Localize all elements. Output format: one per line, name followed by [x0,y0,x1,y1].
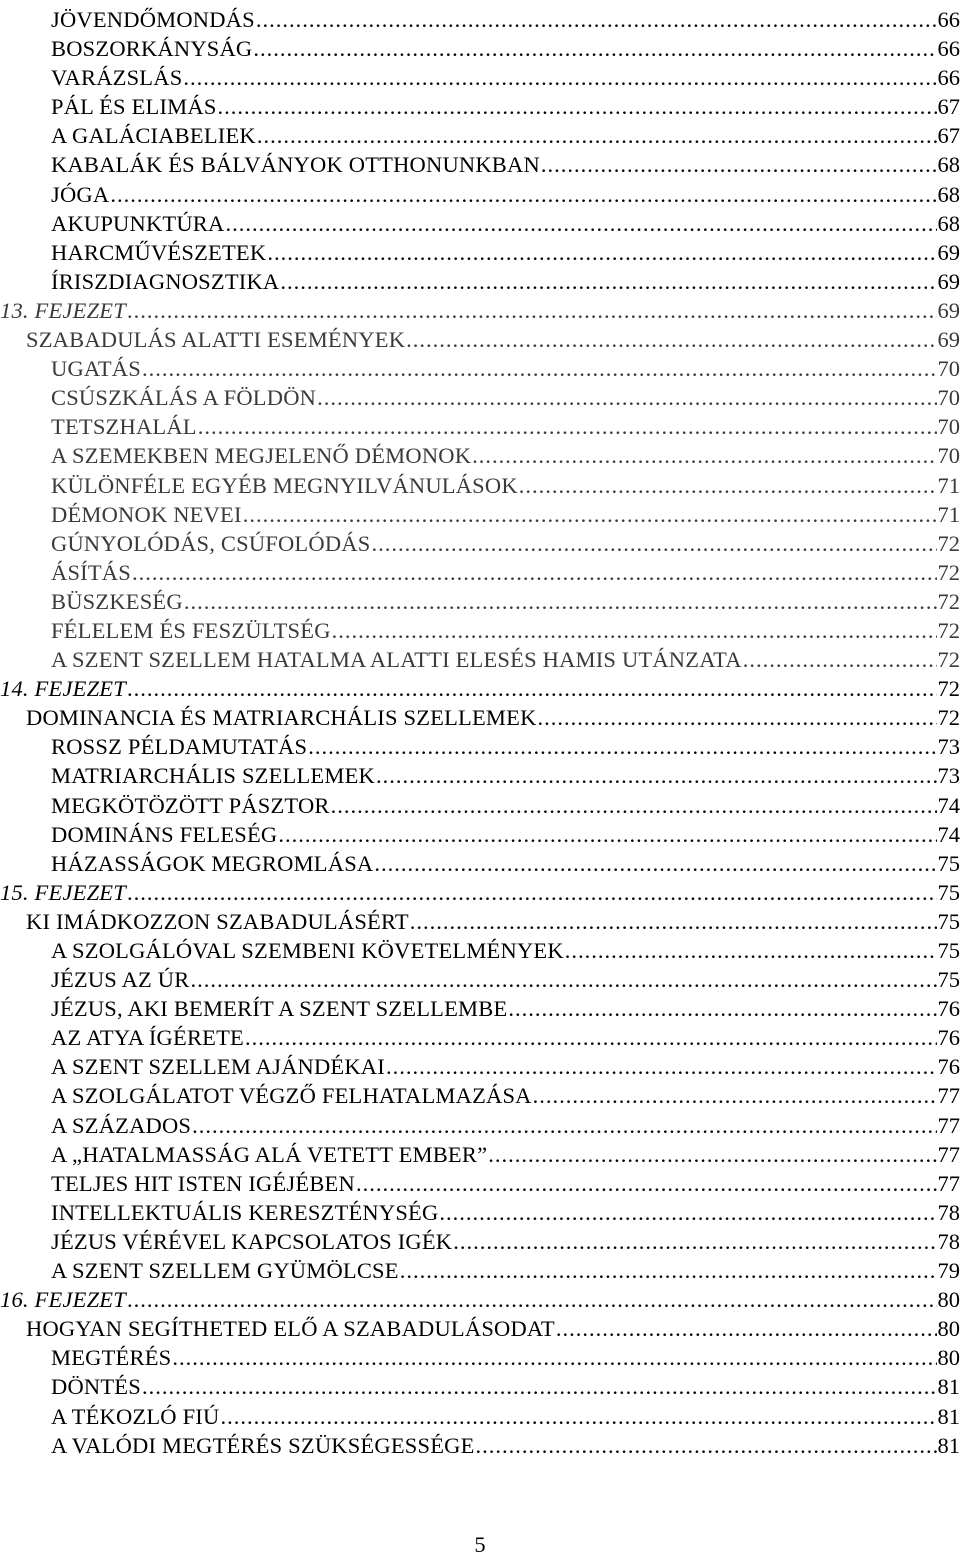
toc-entry[interactable] [0,616,960,645]
toc-entry[interactable] [0,1343,960,1372]
dot-leader [743,645,937,674]
toc-entry-title: HARCMŰVÉSZETEK [51,239,267,265]
toc-entry-title: DÉMONOK NEVEI [51,501,242,527]
toc-entry-page: 68 [937,181,960,207]
toc-entry[interactable] [0,1314,960,1343]
dot-leader [172,1343,936,1372]
dot-leader [267,238,936,267]
dot-leader [132,558,937,587]
toc-entry-page: 75 [937,908,960,934]
toc-entry-title: BÜSZKESÉG [51,588,183,614]
dot-leader [278,820,936,849]
toc-entry[interactable] [0,354,960,383]
toc-entry-page: 73 [937,734,960,760]
toc-entry[interactable] [0,383,960,412]
toc-entry-page: 66 [937,7,960,32]
toc-entry[interactable] [0,238,960,267]
toc-entry[interactable] [0,558,960,587]
dot-leader [519,471,937,500]
toc-entry[interactable] [0,1372,960,1401]
dot-leader [190,965,936,994]
toc-entry-page: 80 [937,1345,960,1371]
toc-entry-title: ÁSÍTÁS [51,559,131,585]
toc-entry-page: 78 [937,1228,960,1254]
dot-leader [127,674,937,703]
dot-leader [331,791,937,820]
dot-leader [184,587,937,616]
toc-entry-title: A SZENT SZELLEM AJÁNDÉKAI [51,1054,385,1080]
dot-leader [110,180,936,209]
dot-leader [356,1169,937,1198]
dot-leader [127,1285,937,1314]
dot-leader [472,441,936,470]
dot-leader [406,325,936,354]
toc-chapter-entry[interactable] [0,296,960,325]
dot-leader [245,1023,937,1052]
toc-entry-page: 80 [937,1316,960,1342]
toc-entry-title: VARÁZSLÁS [51,65,183,91]
toc-entry-title: HOGYAN SEGÍTHETED ELŐ A SZABADULÁSODAT [26,1316,555,1342]
toc-entry-title: UGATÁS [51,356,141,382]
toc-entry-page: 72 [937,588,960,614]
toc-entry-title: BOSZORKÁNYSÁG [51,36,253,62]
toc-entry-page: 69 [937,327,960,353]
toc-entry-page: 71 [937,501,960,527]
dot-leader [183,63,936,92]
toc-entry-page: 70 [937,414,960,440]
toc-entry-page: 75 [937,967,960,993]
toc-entry-page: 81 [937,1374,960,1400]
toc-entry-title: TELJES HIT ISTEN IGÉJÉBEN [51,1170,355,1196]
toc-entry-title: A SZOLGÁLÓVAL SZEMBENI KÖVETELMÉNYEK [51,938,564,963]
toc-entry-page: 77 [937,1083,960,1109]
toc-entry[interactable] [0,1256,960,1285]
toc-entry-title: A TÉKOZLÓ FIÚ [51,1403,220,1429]
toc-entry-page: 68 [937,210,960,236]
toc-entry[interactable] [0,180,960,209]
dot-leader [317,383,936,412]
toc-entry[interactable] [0,965,960,994]
dot-leader [308,732,936,761]
dot-leader [332,616,937,645]
toc-entry-title: JÖVENDŐMONDÁS [51,7,255,32]
toc-entry-page: 76 [937,1025,960,1051]
toc-entry-title: PÁL ÉS ELIMÁS [51,94,217,120]
toc-entry[interactable] [0,5,960,34]
page-number: 5 [474,1532,486,1557]
toc-entry-page: 73 [937,763,960,789]
toc-entry-page: 75 [937,879,960,905]
toc-entry-page: 67 [937,94,960,120]
dot-leader [256,5,937,34]
toc-entry-title: SZABADULÁS ALATTI ESEMÉNYEK [26,327,406,353]
dot-leader [439,1198,936,1227]
dot-leader [453,1227,936,1256]
toc-entry[interactable] [0,150,960,179]
dot-leader [541,150,937,179]
dot-leader [225,209,936,238]
toc-entry-title: MEGTÉRÉS [51,1345,172,1371]
toc-entry-title: ROSSZ PÉLDAMUTATÁS [51,734,308,760]
toc-entry[interactable] [0,529,960,558]
dot-leader [508,994,936,1023]
dot-leader [198,412,937,441]
toc-entry[interactable] [0,1402,960,1431]
toc-entry[interactable] [0,1227,960,1256]
toc-entry-page: 70 [937,443,960,469]
toc-entry-title: 16. FEJEZET [0,1287,126,1313]
toc-entry-page: 76 [937,996,960,1022]
dot-leader [257,121,937,150]
dot-leader [533,1081,937,1110]
toc-entry-page: 74 [937,821,960,847]
dot-leader [127,296,937,325]
dot-leader [253,34,936,63]
toc-entry[interactable] [0,471,960,500]
toc-entry-title: JÉZUS VÉRÉVEL KAPCSOLATOS IGÉK [51,1228,453,1254]
toc-entry-title: 15. FEJEZET [0,879,126,905]
toc-entry-page: 69 [937,268,960,294]
toc-entry-page: 69 [937,239,960,265]
toc-entry-title: KABALÁK ÉS BÁLVÁNYOK OTTHONUNKBAN [51,152,540,178]
toc-chapter-entry[interactable] [0,674,960,703]
toc-entry-page: 71 [937,472,960,498]
toc-entry-title: AZ ATYA ÍGÉRETE [51,1025,244,1051]
toc-entry[interactable] [0,1111,960,1140]
toc-entry-page: 74 [937,792,960,818]
toc-entry[interactable] [0,849,960,878]
dot-leader [386,1052,937,1081]
toc-entry-page: 72 [937,705,960,731]
dot-leader [488,1140,936,1169]
toc-entry-title: A SZENT SZELLEM GYÜMÖLCSE [51,1258,399,1284]
toc-entry[interactable] [0,412,960,441]
toc-entry-page: 80 [937,1287,960,1313]
table-of-contents [0,5,960,1471]
toc-entry[interactable] [0,587,960,616]
dot-leader [556,1314,937,1343]
dot-leader [218,92,937,121]
toc-entry[interactable] [0,791,960,820]
toc-entry-page: 77 [937,1141,960,1167]
toc-entry-title: ÍRISZDIAGNOSZTIKA [51,268,280,294]
toc-entry[interactable] [0,732,960,761]
dot-leader [192,1111,936,1140]
toc-entry[interactable] [0,703,960,732]
toc-entry-title: AKUPUNKTÚRA [51,210,225,236]
toc-entry-title: 13. FEJEZET [0,297,126,323]
dot-leader [538,703,937,732]
toc-entry-title: A SZÁZADOS [51,1112,192,1138]
toc-entry[interactable] [0,121,960,150]
dot-leader [142,1372,937,1401]
toc-entry[interactable] [0,1140,960,1169]
toc-entry-page: 76 [937,1054,960,1080]
toc-entry-title: 14. FEJEZET [0,676,126,702]
toc-entry-page: 75 [937,850,960,876]
toc-entry-title: A VALÓDI MEGTÉRÉS SZÜKSÉGESSÉGE [51,1432,475,1458]
dot-leader [127,878,937,907]
dot-leader [376,761,937,790]
toc-entry-page: 81 [937,1403,960,1429]
dot-leader [142,354,937,383]
toc-entry-page: 72 [937,530,960,556]
toc-chapter-entry[interactable] [0,878,960,907]
toc-entry-page: 81 [937,1432,960,1458]
dot-leader [371,529,936,558]
toc-entry-title: CSÚSZKÁLÁS A FÖLDÖN [51,385,317,411]
toc-entry[interactable] [0,325,960,354]
toc-entry-page: 72 [937,676,960,702]
toc-entry[interactable] [0,267,960,296]
toc-entry[interactable] [0,92,960,121]
dot-leader [565,936,937,965]
toc-entry-title: JÓGA [51,181,110,207]
toc-entry-page: 70 [937,356,960,382]
toc-entry-page: 70 [937,385,960,411]
toc-entry[interactable] [0,34,960,63]
toc-entry-title: A GALÁCIABELIEK [51,123,256,149]
toc-entry[interactable] [0,936,960,965]
toc-entry-page: 75 [937,938,960,963]
toc-entry-page: 66 [937,36,960,62]
toc-entry[interactable] [0,500,960,529]
toc-entry-page: 68 [937,152,960,178]
toc-entry-page: 72 [937,617,960,643]
toc-entry-page: 72 [937,647,960,673]
toc-entry-title: KÜLÖNFÉLE EGYÉB MEGNYILVÁNULÁSOK [51,472,518,498]
toc-entry-title: JÉZUS AZ ÚR [51,967,190,993]
toc-entry-title: DÖNTÉS [51,1374,141,1400]
toc-entry-title: A SZEMEKBEN MEGJELENŐ DÉMONOK [51,443,472,469]
toc-entry-title: JÉZUS, AKI BEMERÍT A SZENT SZELLEMBE [51,996,508,1022]
toc-entry-page: 77 [937,1170,960,1196]
toc-entry-title: MEGKÖTÖZÖTT PÁSZTOR [51,792,330,818]
toc-entry-title: MATRIARCHÁLIS SZELLEMEK [51,763,375,789]
toc-entry[interactable] [0,994,960,1023]
toc-chapter-entry[interactable] [0,1285,960,1314]
toc-entry[interactable] [0,907,960,936]
toc-entry-title: HÁZASSÁGOK MEGROMLÁSA [51,850,374,876]
toc-entry[interactable] [0,63,960,92]
toc-entry[interactable] [0,820,960,849]
dot-leader [374,849,936,878]
toc-entry-title: DOMINANCIA ÉS MATRIARCHÁLIS SZELLEMEK [26,705,537,731]
dot-leader [280,267,936,296]
toc-entry[interactable] [0,1431,960,1460]
toc-entry[interactable] [0,761,960,790]
toc-entry[interactable] [0,1169,960,1198]
toc-entry-title: A SZOLGÁLATOT VÉGZŐ FELHATALMAZÁSA [51,1083,532,1109]
dot-leader [243,500,937,529]
toc-entry[interactable] [0,441,960,470]
toc-entry-page: 79 [937,1258,960,1284]
toc-entry-page: 67 [937,123,960,149]
toc-entry[interactable] [0,1198,960,1227]
dot-leader [400,1256,937,1285]
toc-entry-title: A SZENT SZELLEM HATALMA ALATTI ELESÉS HAMIS UTÁNZATA [51,647,742,673]
toc-entry-page: 69 [937,297,960,323]
toc-entry-page: 72 [937,559,960,585]
toc-entry[interactable] [0,1052,960,1081]
dot-leader [476,1431,937,1460]
toc-entry-title: GÚNYOLÓDÁS, CSÚFOLÓDÁS [51,530,371,556]
toc-entry-title: INTELLEKTUÁLIS KERESZTÉNYSÉG [51,1199,439,1225]
dot-leader [220,1402,936,1431]
toc-entry[interactable] [0,645,960,674]
toc-entry-title: A „HATALMASSÁG ALÁ VETETT EMBER” [51,1141,488,1167]
toc-entry-page: 77 [937,1112,960,1138]
toc-entry-title: TETSZHALÁL [51,414,197,440]
toc-entry-title: FÉLELEM ÉS FESZÜLTSÉG [51,617,331,643]
toc-entry[interactable] [0,1023,960,1052]
toc-entry-title: KI IMÁDKOZZON SZABADULÁSÉRT [26,908,409,934]
toc-entry-title: DOMINÁNS FELESÉG [51,821,278,847]
toc-entry[interactable] [0,1081,960,1110]
dot-leader [410,907,937,936]
toc-entry-page: 78 [937,1199,960,1225]
toc-entry-page: 66 [937,65,960,91]
toc-entry[interactable] [0,209,960,238]
